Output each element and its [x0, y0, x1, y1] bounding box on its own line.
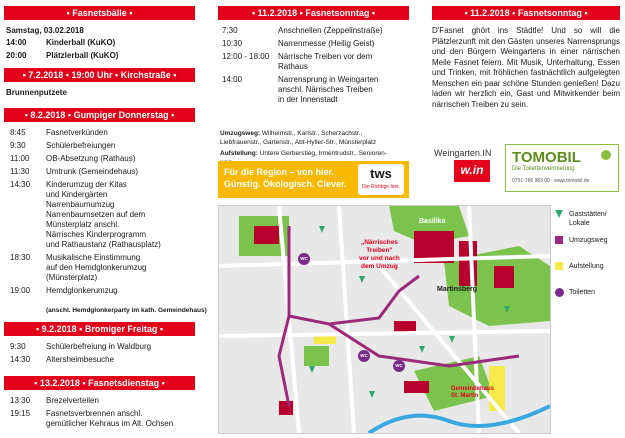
- schedule-time: 14:30: [10, 355, 31, 364]
- schedule-description: Fasnetverkünden: [46, 128, 108, 137]
- schedule-time: 12:00 - 18:00: [222, 52, 270, 61]
- schedule-time: 8:45: [10, 128, 26, 137]
- aufstellung-label: Aufstellung:: [220, 150, 258, 157]
- tws-logo: tws: [370, 166, 392, 181]
- tomobil-icon: [601, 150, 611, 160]
- schedule-time: 9:30: [10, 342, 26, 351]
- weingarten-logo-sub: w.in: [460, 163, 484, 177]
- tws-slogan-2: Günstig. Ökologisch. Clever.: [224, 179, 347, 189]
- legend-wc-icon: [555, 288, 564, 297]
- map-building-2: [494, 266, 514, 288]
- schedule-description: Narrenmesse (Heilig Geist): [278, 39, 375, 48]
- schedule-description: Plätzlerball (KuKO): [46, 51, 119, 60]
- schedule-description: Musikalische Einstimmung auf den Hemdglonkerumzug (Münsterplatz): [46, 253, 147, 282]
- map-park-mid: [304, 346, 329, 366]
- weingarten-logo-text: Weingarten.IN: [434, 148, 492, 158]
- weingarten-logo: [434, 148, 502, 186]
- map-label-martinsberg: Martinsberg: [437, 286, 478, 293]
- schedule-description: Kinderball (KuKO): [46, 38, 116, 47]
- schedule-description: Umtrunk (Gemeindehaus): [46, 167, 139, 176]
- map-wc-label-1: WC: [300, 256, 308, 261]
- legend-label: Umzugsweg: [569, 237, 608, 244]
- tws-logo-box: [358, 164, 404, 195]
- map-building-1: [459, 241, 477, 286]
- map-label-gemeindehaus: Gemeindehaus St. Martin: [451, 386, 495, 399]
- legend-square-icon: [555, 236, 563, 244]
- intro-paragraph: D'Fasnet ghört ins Städtle! Und so will die Plätzlerzunft mit den Gästen unseres Narrensprungs und den Bürgern Weingartens in einer närrischen Meile Fasnet feiern. Mit Musik, Unterhaltung, Essen und Trinken, mit fröhlichen fastnächtlich aufgelegten Menschen ein paar schöne Stunden genießen! Dazu laden wir herzlich ein, Gast und Mitwirkender beim närrischen Treiben zu sein.: [432, 26, 620, 109]
- header-gumpiger-donnerstag: ▪ 8.2.2018 ▪ Gumpiger Donnerstag ▪: [4, 108, 195, 122]
- tomobil-sub: Die Toilettenvermietung: [512, 166, 575, 172]
- map-label-treiben: „Närrisches Treiben" vor und nach dem Umzug: [359, 239, 400, 270]
- brunnenputzete: Brunnenputzete: [6, 88, 67, 97]
- tws-ad: [218, 161, 409, 198]
- map-building-5: [279, 401, 293, 415]
- header-fasnetsdienstag: ▪ 13.2.2018 ▪ Fasnetsdienstag ▪: [4, 376, 195, 390]
- umzugsweg-streets: Wilhelmstr., Karlstr., Scherzachstr., Liebfrauenstr., Gartenstr., Abt-Hyller-Str., Münsterplatz: [220, 130, 377, 146]
- schedule-time: 18:30: [10, 253, 31, 262]
- schedule-description: Altersheimbesuche: [46, 355, 115, 364]
- schedule-time: 14:00: [222, 75, 243, 84]
- header-kirchstrasse: ▪ 7.2.2018 ▪ 19:00 Uhr ▪ Kirchstraße ▪: [4, 68, 195, 82]
- schedule-time: 9:30: [10, 141, 26, 150]
- header-fasnetsonntag-col2: ▪ 11.2.2018 ▪ Fasnetsonntag ▪: [218, 6, 409, 20]
- tws-slogan-1: Für die Region – von hier.: [224, 167, 335, 177]
- schedule-time: 10:30: [222, 39, 243, 48]
- schedule-time: 20:00: [6, 51, 27, 60]
- schedule-description: Schülerbefreiung in Waldburg: [46, 342, 152, 351]
- map-legend: [555, 210, 623, 320]
- schedule-time: 7:30: [222, 26, 238, 35]
- schedule-time: 14:30: [10, 180, 31, 189]
- tomobil-contact: 0751-766 983 00 · www.tomobil.de: [512, 178, 590, 184]
- header-fasnetsonntag-col3: ▪ 11.2.2018 ▪ Fasnetsonntag ▪: [432, 6, 620, 20]
- map-aufstellung-2: [314, 336, 336, 344]
- weingarten-logo-badge: [454, 160, 490, 182]
- schedule-description: Schülerbefreiungen: [46, 141, 116, 150]
- map-building-6: [404, 381, 429, 393]
- legend-label: Aufstellung: [569, 263, 604, 270]
- map: [218, 205, 551, 434]
- legend-square-icon: [555, 262, 563, 270]
- schedule-time: 11:00: [10, 154, 30, 163]
- schedule-time: 19:00: [10, 286, 31, 295]
- baelle-date: Samstag, 03.02.2018: [6, 26, 84, 35]
- aufstellung-streets: Untere Gerberstieg, Irmentrudstr., Senioren-: [259, 150, 387, 157]
- header-bromiger-freitag: ▪ 9.2.2018 ▪ Bromiger Freitag ▪: [4, 322, 195, 336]
- schedule-description: Brezelverteilen: [46, 396, 99, 405]
- map-wc-label-2: WC: [360, 353, 368, 358]
- schedule-description: Anschnellen (Zeppelinstraße): [278, 26, 383, 35]
- map-building-3: [254, 226, 279, 244]
- schedule-time: 14:00: [6, 38, 27, 47]
- hemdglonker-note: (anschl. Hemdglonkerparty im kath. Gemeindehaus): [46, 307, 207, 314]
- schedule-description: Hemdglonkerumzug: [46, 286, 118, 295]
- tws-sub: Die Richtige hier.: [362, 184, 400, 190]
- umzugsweg-label: Umzugsweg:: [220, 130, 261, 137]
- legend-label: Toiletten: [569, 289, 596, 296]
- map-label-basilika: Basilika: [419, 218, 446, 225]
- schedule-description: Fasnetsverbrennen anschl. gemütlicher Kehraus im Alt. Ochsen: [46, 409, 174, 428]
- legend-label: Gaststätten/ Lokale: [569, 211, 607, 227]
- tomobil-ad: [505, 144, 619, 192]
- map-wc-label-3: WC: [395, 363, 403, 368]
- schedule-time: 19:15: [10, 409, 31, 418]
- header-fasnetsbaelle: ▪ Fasnetsbälle ▪: [4, 6, 195, 20]
- schedule-description: Kinderumzug der Kitas und Kindergärten Narrenbaumumzug Narrenbaumsetzen auf dem Münsterplatz anschl. Närrisches Kinderprogramm und Rathaustanz (Rathausplatz): [46, 180, 161, 249]
- schedule-description: Narrensprung in Weingarten anschl. Närrisches Treiben in der Innenstadt: [278, 75, 379, 104]
- schedule-time: 11:30: [10, 167, 30, 176]
- tomobil-logo: TOMOBIL: [512, 149, 581, 166]
- schedule-description: Närrische Treiben vor dem Rathaus: [278, 52, 373, 71]
- legend-triangle-icon: [555, 210, 563, 218]
- schedule-time: 13:30: [10, 396, 31, 405]
- schedule-description: OB-Absetzung (Rathaus): [46, 154, 136, 163]
